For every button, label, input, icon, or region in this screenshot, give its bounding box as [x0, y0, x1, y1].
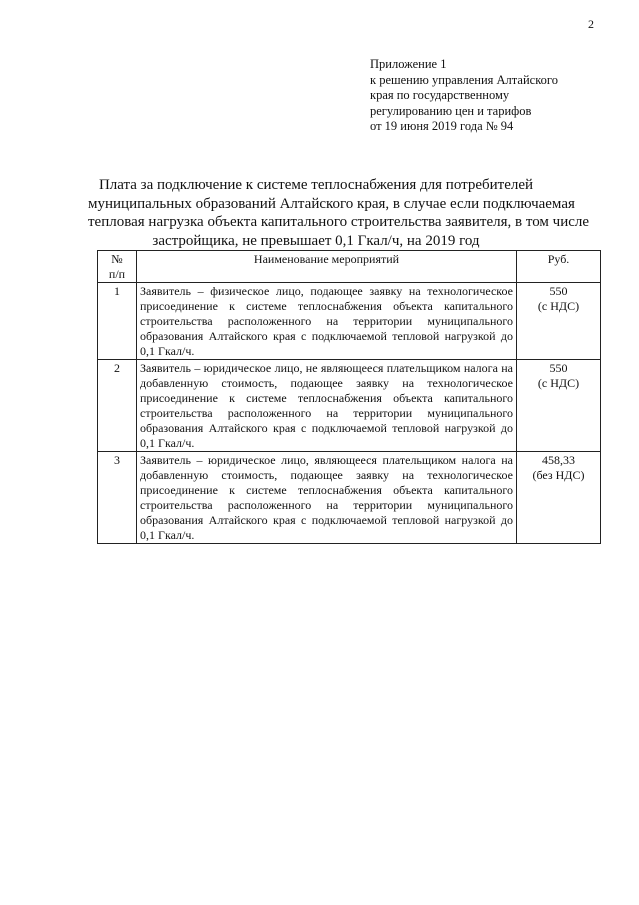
title-line: муниципальных образований Алтайского края, в случае если подключаемая — [88, 195, 575, 212]
header-number — [98, 251, 137, 283]
row-description: Заявитель – физическое лицо, подающее заявку на технологическое присоединение к системе теплоснабжения объекта капитального строительства расположенного на территории муниципального образования Алтайского края с подключаемой тепловой нагрузкой до 0,1 Гкал/ч. — [137, 283, 517, 360]
row-price: 458,33 — [542, 453, 575, 467]
row-vat-note: (без НДС) — [532, 468, 585, 482]
table-row — [98, 283, 601, 360]
table-header-row — [98, 251, 601, 283]
appendix-line: к решению управления Алтайского — [370, 72, 558, 87]
header-number-line1: № — [111, 252, 123, 266]
header-price: Руб. — [517, 251, 601, 283]
appendix-line: от 19 июня 2019 года № 94 — [370, 119, 514, 133]
fee-table — [97, 250, 601, 544]
header-name: Наименование мероприятий — [137, 251, 517, 283]
row-number: 2 — [98, 360, 137, 452]
title-line: застройщика, не превышает 0,1 Гкал/ч, на 2019 год — [152, 232, 480, 249]
appendix-line: регулированию цен и тарифов — [370, 103, 532, 118]
appendix-line: Приложение 1 — [370, 57, 447, 71]
row-price: 550 — [549, 361, 568, 375]
appendix-block — [370, 57, 610, 135]
title-line: тепловая нагрузка объекта капитального строительства заявителя, в том числе — [88, 214, 590, 230]
row-price-cell — [517, 452, 601, 544]
row-description: Заявитель – юридическое лицо, являющееся плательщиком налога на добавленную стоимость, подающее заявку на технологическое присоединение к системе теплоснабжения объекта капитального строительства расположенного на территории муниципального образования Алтайского края с подключаемой тепловой нагрузкой до 0,1 Гкал/ч. — [137, 452, 517, 544]
row-vat-note: (с НДС) — [537, 299, 580, 313]
appendix-line: края по государственному — [370, 88, 510, 102]
title-line: Плата за подключение к системе теплоснабжения для потребителей — [98, 177, 534, 193]
header-number-line2: п/п — [108, 267, 126, 281]
table-row — [98, 360, 601, 452]
row-description: Заявитель – юридическое лицо, не являющееся плательщиком налога на добавленную стоимость, подающее заявку на технологическое присоединение к системе теплоснабжения объекта капитального строительства расположенного на территории муниципального образования Алтайского края с подключаемой тепловой нагрузкой до 0,1 Гкал/ч. — [137, 360, 517, 452]
row-price-cell — [517, 283, 601, 360]
row-number: 1 — [98, 283, 137, 360]
row-number: 3 — [98, 452, 137, 544]
page-number: 2 — [588, 17, 594, 31]
row-vat-note: (с НДС) — [537, 376, 580, 390]
row-price-cell — [517, 360, 601, 452]
document-title — [88, 176, 590, 250]
table-row — [98, 452, 601, 544]
row-price: 550 — [549, 284, 568, 298]
